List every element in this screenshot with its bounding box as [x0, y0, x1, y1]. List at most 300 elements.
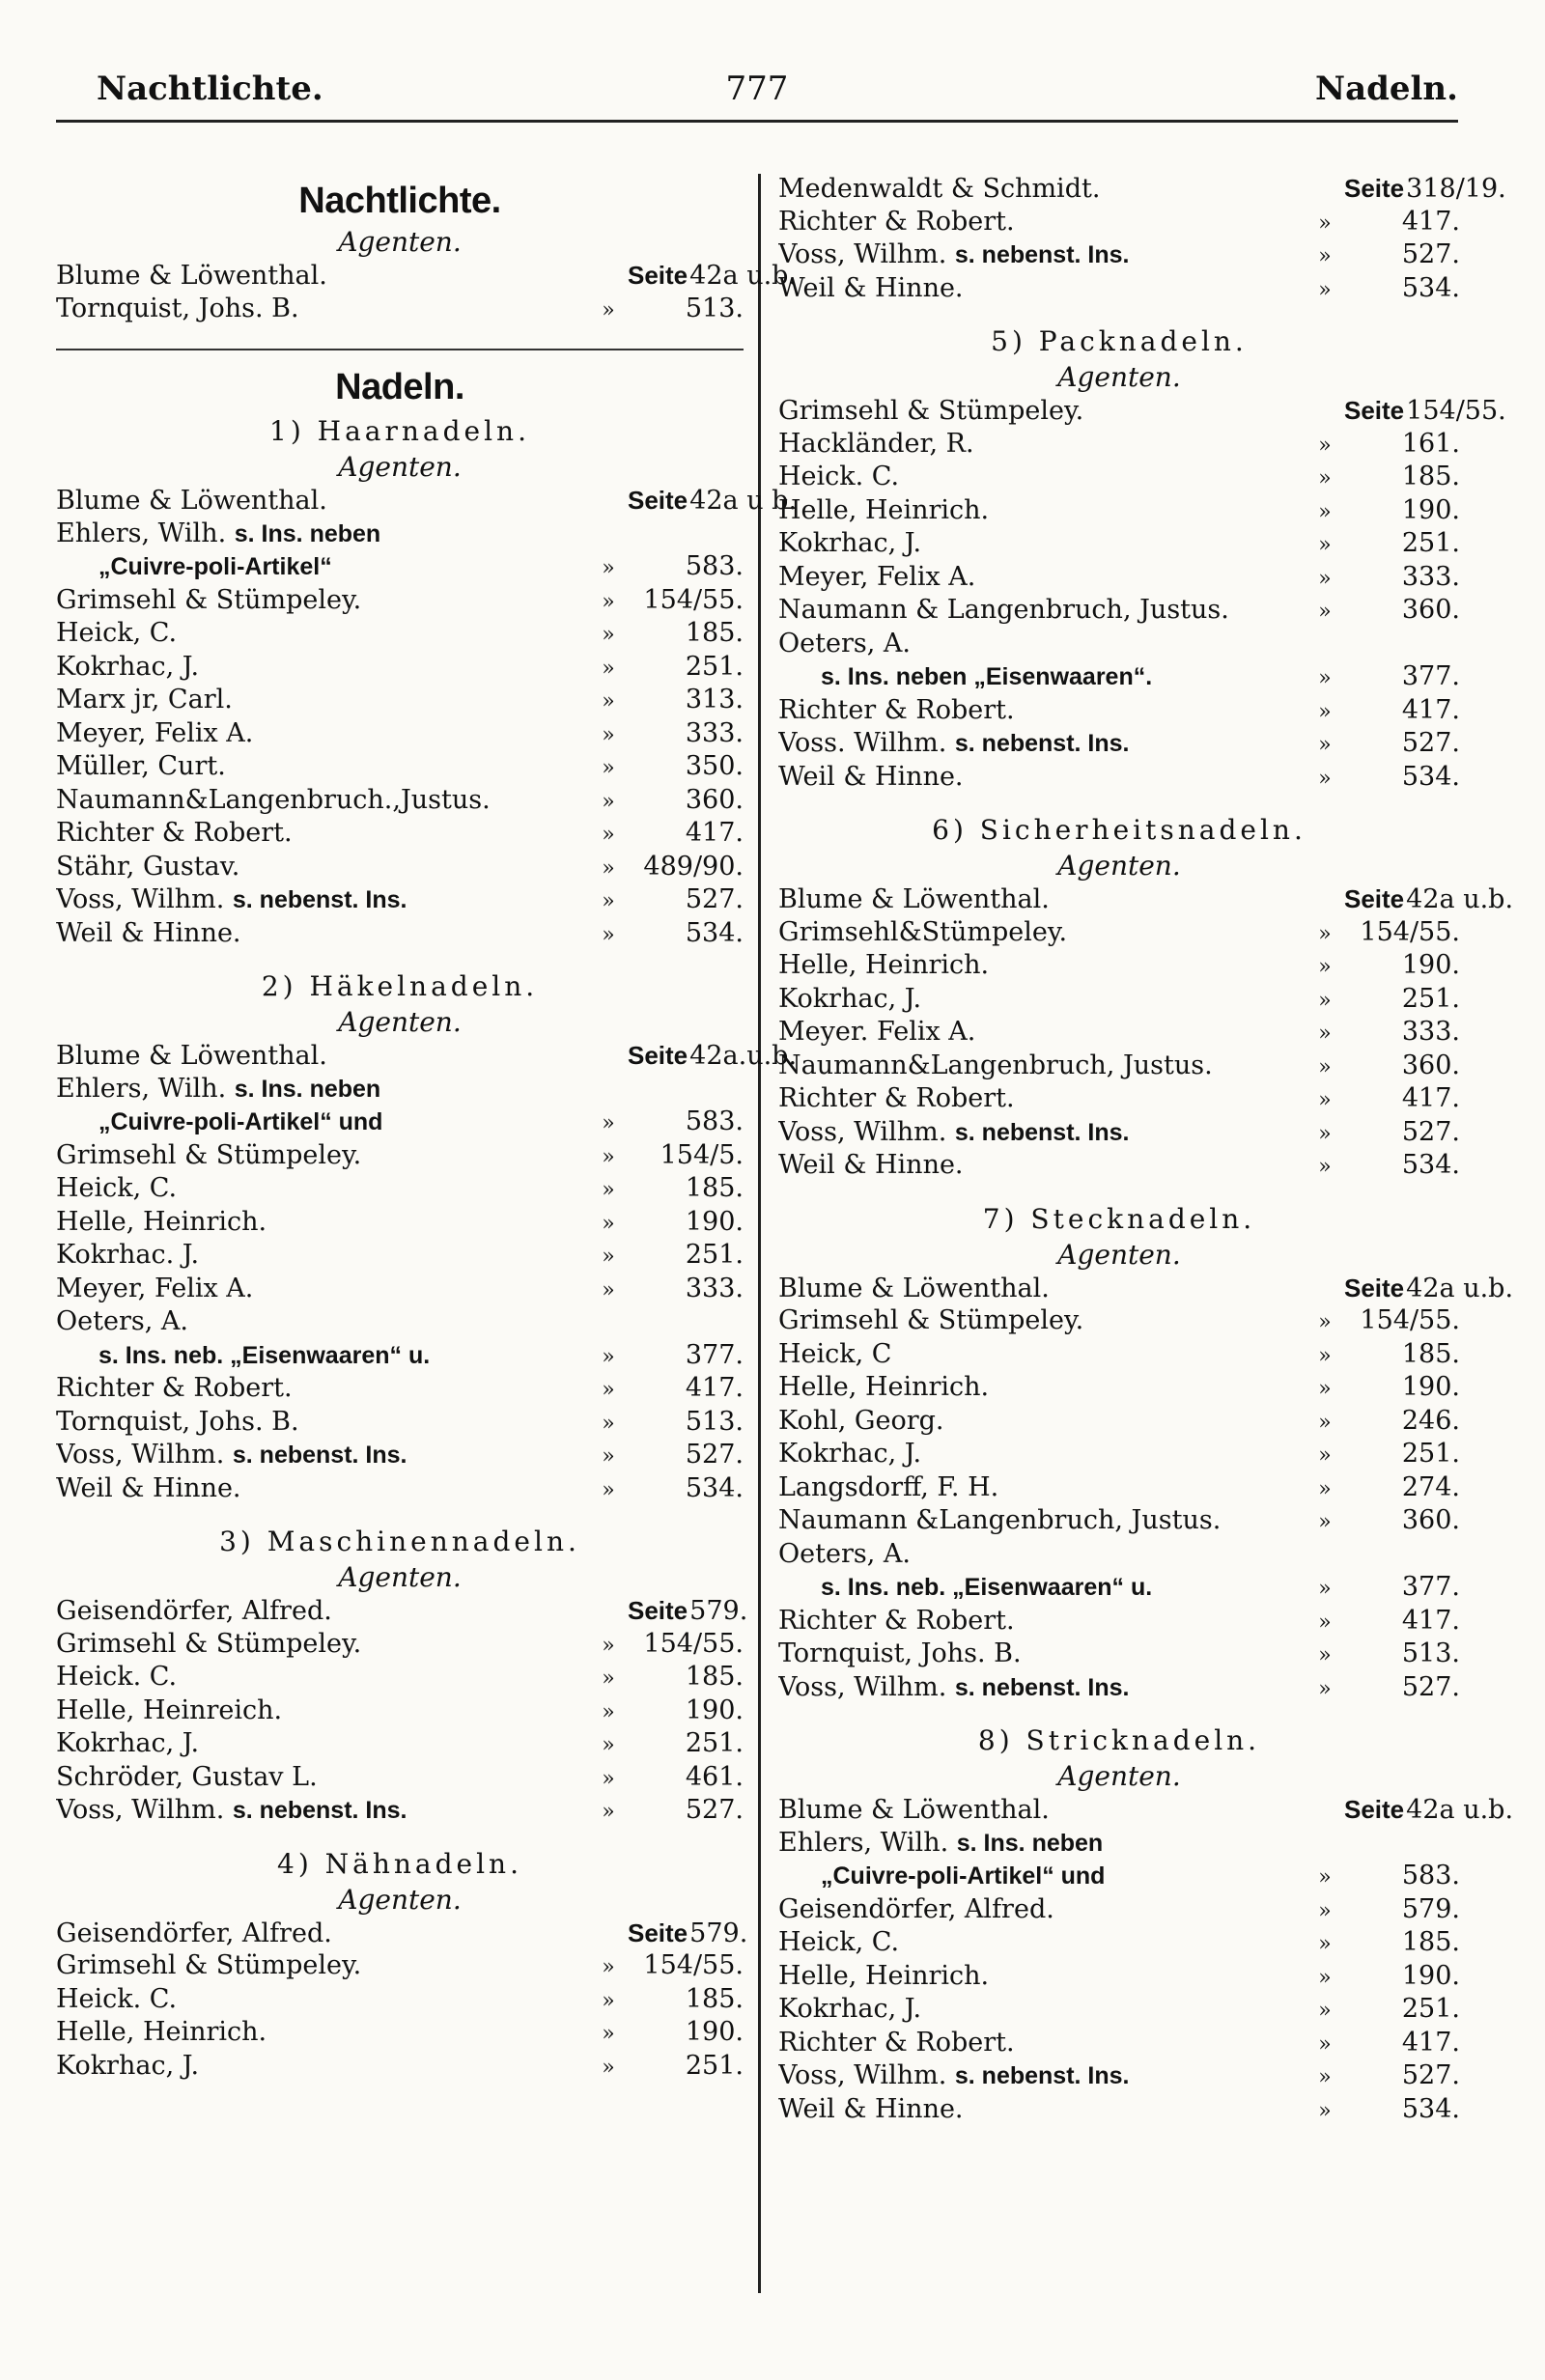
- company-name: Tornquist, Johs. B.: [56, 1406, 299, 1437]
- page-reference: [1344, 394, 1506, 428]
- page-reference: [1344, 2059, 1460, 2092]
- page-reference: [1344, 2093, 1460, 2126]
- page-number-ref: 417.: [1401, 2027, 1460, 2058]
- page-number-ref: 190.: [685, 1206, 744, 1237]
- ditto-mark: »: [1318, 1377, 1332, 1401]
- seite-label: Seite: [1344, 396, 1405, 425]
- page-number-ref: 251.: [685, 2050, 744, 2081]
- ditto-mark: »: [602, 297, 615, 322]
- insert-reference: „Cuivre-poli-Artikel“: [98, 553, 332, 580]
- page-number-ref: 190.: [1401, 1372, 1460, 1402]
- directory-entry: [778, 1338, 1460, 1372]
- entry-name: [56, 1761, 589, 1794]
- entry-name: [56, 851, 589, 883]
- entry-name: [778, 1405, 1306, 1438]
- page-number-ref: 185.: [1401, 1927, 1460, 1957]
- page-number-ref: 527.: [1401, 728, 1460, 758]
- ditto-mark: »: [1318, 1054, 1332, 1079]
- entry-name: [56, 1727, 589, 1760]
- page-reference: [628, 1039, 798, 1073]
- page-number-ref: 251.: [685, 1728, 744, 1758]
- ditto-mark: »: [1318, 988, 1332, 1013]
- directory-entry: [778, 727, 1460, 761]
- page-reference: [628, 484, 798, 518]
- directory-entry: [56, 1139, 744, 1173]
- company-name: Medenwaldt & Schmidt.: [778, 174, 1101, 204]
- page-number-ref: 360.: [685, 784, 744, 815]
- page-reference: [1344, 1371, 1460, 1404]
- entry-name: [778, 1538, 1306, 1571]
- entry-name: [778, 983, 1306, 1016]
- entry-name: [56, 1661, 589, 1694]
- page-number-ref: 360.: [1401, 1505, 1460, 1535]
- ditto-mark: »: [1318, 2065, 1332, 2089]
- page-reference: [1344, 2027, 1460, 2059]
- page-reference: [628, 1917, 748, 1950]
- directory-entry: [56, 1305, 744, 1339]
- entry-name: [778, 1605, 1306, 1638]
- ditto-mark: »: [602, 1411, 615, 1436]
- page-number-ref: 527.: [1401, 2060, 1460, 2090]
- page-reference: [1344, 761, 1460, 794]
- page-number-ref: 161.: [1401, 428, 1460, 459]
- directory-entry: [778, 1304, 1460, 1338]
- company-name: Voss, Wilhm.: [778, 239, 947, 269]
- subsection-heading: 1) Haarnadeln.: [269, 415, 530, 447]
- page-reference: [1344, 1149, 1460, 1182]
- ditto-mark: »: [1318, 1898, 1332, 1923]
- company-name: Naumann&Langenbruch, Justus.: [778, 1050, 1213, 1080]
- agents-label: Agenten.: [1057, 1238, 1181, 1271]
- entry-name: [56, 784, 589, 817]
- entry-name: [778, 1571, 1306, 1604]
- page-reference: [628, 651, 744, 684]
- entry-name: [56, 1628, 589, 1661]
- company-name: Blume & Löwenthal.: [778, 884, 1050, 914]
- directory-entry: [56, 1472, 744, 1506]
- page-number-ref: 583.: [685, 1106, 744, 1136]
- company-name: Meyer, Felix A.: [56, 1273, 254, 1303]
- entry-name: [56, 1206, 589, 1239]
- page-reference: [1344, 916, 1460, 949]
- entry-name: [778, 594, 1306, 627]
- entry-name: [778, 1926, 1306, 1959]
- entry-name: [56, 917, 589, 950]
- entry-name: [56, 1339, 589, 1372]
- ditto-mark: »: [1318, 666, 1332, 690]
- page-number-ref: 534.: [1401, 2093, 1460, 2124]
- section-separator: [56, 349, 744, 350]
- company-name: Voss, Wilhm.: [56, 1440, 225, 1470]
- page-reference: [628, 1206, 744, 1239]
- entry-name: [778, 1338, 1306, 1371]
- agents-label: Agenten.: [338, 451, 462, 483]
- ditto-mark: »: [1318, 1865, 1332, 1890]
- directory-entry: [778, 1116, 1460, 1150]
- page-number-ref: 154/55.: [1360, 916, 1460, 947]
- page-number-ref: 579.: [689, 1918, 748, 1948]
- page-reference: [1344, 983, 1460, 1016]
- page-number-ref: 534.: [1401, 1150, 1460, 1180]
- ditto-mark: »: [602, 1477, 615, 1502]
- entry-name: [778, 2059, 1306, 2092]
- page-reference: [1344, 238, 1460, 271]
- page-number-ref: 154/55.: [1406, 396, 1506, 426]
- page-reference: [1344, 206, 1460, 238]
- directory-entry: [56, 2050, 744, 2084]
- page-reference: [1344, 1860, 1460, 1892]
- subsection-heading: 6) Sicherheitsnadeln.: [932, 814, 1306, 846]
- ditto-mark: »: [602, 922, 615, 947]
- page-reference: [1344, 1960, 1460, 1993]
- directory-entry: [778, 983, 1460, 1017]
- company-name: Weil & Hinne.: [56, 917, 241, 948]
- directory-entry: [778, 1438, 1460, 1471]
- entry-name: [778, 949, 1306, 982]
- ditto-mark: »: [602, 1633, 615, 1658]
- page-reference: [628, 584, 744, 617]
- ditto-mark: »: [602, 1211, 615, 1236]
- page-number-ref: 318/19.: [1406, 174, 1506, 204]
- ditto-mark: »: [602, 556, 615, 580]
- company-name: Richter & Robert.: [778, 1605, 1015, 1636]
- ditto-mark: »: [1318, 1310, 1332, 1334]
- company-name: Oeters, A.: [778, 628, 911, 658]
- entry-name: [778, 1504, 1306, 1537]
- page-number-ref: 42a u.b.: [1406, 884, 1514, 914]
- directory-entry: [778, 561, 1460, 595]
- directory-entry: [778, 461, 1460, 494]
- page-reference: [1344, 1504, 1460, 1537]
- page-number-ref: 377.: [1401, 1572, 1460, 1602]
- ditto-mark: »: [1318, 1643, 1332, 1667]
- ditto-mark: »: [602, 656, 615, 681]
- company-name: Grimsehl & Stümpeley.: [778, 1305, 1084, 1335]
- page-reference: [628, 1661, 744, 1694]
- company-name: Oeters, A.: [778, 1538, 911, 1569]
- ditto-mark: »: [1318, 1965, 1332, 1990]
- page-reference: [1344, 1304, 1460, 1337]
- company-name: Blume & Löwenthal.: [778, 1795, 1050, 1825]
- seite-label: Seite: [1344, 1273, 1405, 1302]
- directory-entry: [56, 584, 744, 618]
- entry-name: [778, 173, 1306, 206]
- seite-label: Seite: [1344, 884, 1405, 913]
- directory-entry: [778, 1016, 1460, 1050]
- page-number: 777: [725, 70, 789, 108]
- directory-entry: [56, 1628, 744, 1662]
- company-name: Meyer, Felix A.: [778, 561, 976, 592]
- page-reference: [628, 1339, 744, 1372]
- page-reference: [628, 1761, 744, 1794]
- directory-entry: [778, 916, 1460, 950]
- company-name: Kokrhac, J.: [778, 1439, 922, 1469]
- left-column: [56, 172, 798, 2083]
- company-name: Marx jr, Carl.: [56, 685, 233, 714]
- entry-name: [56, 684, 589, 716]
- entry-name: [56, 1239, 589, 1272]
- company-name: Grimsehl & Stümpeley.: [56, 1628, 362, 1659]
- directory-entry: [56, 1339, 744, 1373]
- page-reference: [1344, 1605, 1460, 1638]
- ditto-mark: »: [1318, 1476, 1332, 1501]
- ditto-mark: »: [1318, 466, 1332, 490]
- entry-name: [778, 916, 1306, 949]
- directory-entry: [56, 883, 744, 917]
- company-name: Helle, Heinrich.: [56, 1206, 267, 1237]
- ditto-mark: »: [602, 2055, 615, 2080]
- ditto-mark: »: [602, 823, 615, 847]
- page-number-ref: 377.: [685, 1339, 744, 1370]
- page-number-ref: 185.: [685, 618, 744, 648]
- page-reference: [628, 917, 744, 950]
- ditto-mark: »: [602, 1988, 615, 2013]
- agents-label: Agenten.: [1057, 1760, 1181, 1792]
- directory-entry: [778, 272, 1460, 306]
- company-name: Ehlers, Wilh.: [56, 1073, 227, 1104]
- directory-entry: [56, 1406, 744, 1440]
- directory-entry: [56, 617, 744, 651]
- company-name: Blume & Löwenthal.: [56, 261, 327, 291]
- entry-name: [56, 1794, 589, 1827]
- page-number-ref: 527.: [685, 1795, 744, 1825]
- ditto-mark: »: [602, 1111, 615, 1135]
- company-name: Richter & Robert.: [56, 818, 293, 848]
- subsection-heading: 2) Häkelnadeln.: [261, 970, 539, 1002]
- entry-name: [56, 485, 589, 518]
- company-name: Voss, Wilhm.: [56, 1795, 225, 1825]
- page-number-ref: 513.: [1401, 1638, 1460, 1668]
- directory-entry: [56, 684, 744, 717]
- entry-name: [778, 694, 1306, 727]
- directory-entry: [778, 761, 1460, 795]
- directory-entry: [56, 851, 744, 884]
- ditto-mark: »: [602, 1800, 615, 1824]
- company-name: Grimsehl & Stümpeley.: [778, 396, 1084, 426]
- company-name: Naumann &Langenbruch, Justus.: [778, 1505, 1222, 1535]
- company-name: Weil & Hinne.: [778, 1150, 964, 1180]
- directory-entry: [56, 717, 744, 751]
- company-name: Richter & Robert.: [778, 694, 1015, 725]
- agents-label: Agenten.: [1057, 361, 1181, 393]
- directory-entry: [778, 1571, 1460, 1605]
- insert-reference: s. Ins. neben: [956, 1829, 1104, 1857]
- page-number-ref: 489/90.: [643, 851, 744, 882]
- page-reference: [628, 750, 744, 783]
- running-head-right: Nadeln.: [1315, 70, 1458, 108]
- directory-entry: [56, 518, 744, 551]
- ditto-mark: »: [1318, 1022, 1332, 1046]
- page-number-ref: 377.: [1401, 661, 1460, 691]
- directory-entry: [56, 917, 744, 951]
- entry-name: [778, 1273, 1306, 1305]
- page-reference: [628, 1983, 744, 2016]
- insert-reference: s. nebenst. Ins.: [954, 241, 1130, 268]
- entry-name: [56, 2050, 589, 2083]
- page-number-ref: 417.: [685, 818, 744, 848]
- entry-name: [778, 1304, 1306, 1337]
- entry-name: [778, 761, 1306, 794]
- page-number-ref: 350.: [685, 751, 744, 781]
- ditto-mark: »: [602, 789, 615, 814]
- subsection-heading: 4) Nähnadeln.: [277, 1847, 522, 1880]
- directory-entry: [56, 1372, 744, 1406]
- directory-entry: [778, 172, 1506, 206]
- page-reference: [1344, 428, 1460, 461]
- page-number-ref: 534.: [1401, 761, 1460, 792]
- directory-entry: [56, 1761, 744, 1795]
- company-name: Helle, Heinrich.: [778, 1960, 990, 1991]
- directory-entry: [56, 1594, 748, 1628]
- directory-entry: [778, 1471, 1460, 1505]
- ditto-mark: »: [602, 1344, 615, 1369]
- entry-name: [778, 1050, 1306, 1082]
- ditto-mark: »: [1318, 1410, 1332, 1435]
- ditto-mark: »: [1318, 766, 1332, 791]
- entry-name: [56, 883, 589, 916]
- insert-reference: s. nebenst. Ins.: [232, 1442, 407, 1469]
- page-reference: [628, 1106, 744, 1138]
- ditto-mark: »: [1318, 1121, 1332, 1146]
- page-number-ref: 154/55.: [1360, 1305, 1460, 1335]
- ditto-mark: »: [1318, 1510, 1332, 1534]
- subsection-heading: 3) Maschinennadeln.: [219, 1526, 580, 1557]
- page-number-ref: 313.: [685, 685, 744, 714]
- insert-reference: s. nebenst. Ins.: [954, 1673, 1130, 1701]
- ditto-mark: »: [1318, 1088, 1332, 1112]
- ditto-mark: »: [602, 2022, 615, 2046]
- ditto-mark: »: [602, 589, 615, 614]
- page-number-ref: 42a u.b.: [1406, 1795, 1514, 1825]
- page-header: [56, 70, 1458, 123]
- entry-name: [778, 727, 1306, 760]
- page-number-ref: 154/55.: [643, 584, 744, 615]
- directory-entry: [56, 651, 744, 685]
- entry-name: [56, 2016, 589, 2049]
- page-reference: [1344, 272, 1460, 305]
- company-name: Richter & Robert.: [778, 1083, 1015, 1113]
- company-name: Grimsehl & Stümpeley.: [56, 584, 362, 615]
- page-number-ref: 42a.u.b.: [689, 1041, 798, 1071]
- page-number-ref: 42a u.b.: [1406, 1273, 1514, 1303]
- section-title: Nachtlichte.: [298, 181, 501, 221]
- page-number-ref: 417.: [1401, 694, 1460, 725]
- page-reference: [1344, 949, 1460, 982]
- page-number-ref: 417.: [1401, 206, 1460, 237]
- page-reference: [628, 1472, 744, 1505]
- entry-name: [778, 494, 1306, 527]
- agents-label: Agenten.: [338, 1883, 462, 1916]
- page-number-ref: 579.: [1401, 1893, 1460, 1924]
- directory-entry: [56, 750, 744, 784]
- directory-entry: [778, 1504, 1460, 1538]
- page-reference: [1344, 1993, 1460, 2026]
- entry-name: [56, 1983, 589, 2016]
- ditto-mark: »: [1318, 2098, 1332, 2123]
- page-reference: [1344, 1893, 1460, 1926]
- company-name: Voss, Wilhm.: [56, 884, 225, 914]
- entry-name: [778, 1638, 1306, 1670]
- company-name: Weil & Hinne.: [778, 2093, 964, 2124]
- directory-entry: [778, 1538, 1460, 1572]
- ditto-mark: »: [1318, 1155, 1332, 1179]
- ditto-mark: »: [1318, 277, 1332, 302]
- entry-name: [56, 617, 589, 650]
- company-name: Hackländer, R.: [778, 428, 974, 459]
- entry-name: [778, 272, 1306, 305]
- entry-name: [778, 2093, 1306, 2126]
- page-number-ref: 185.: [685, 1662, 744, 1692]
- entry-name: [778, 628, 1306, 660]
- ditto-mark: »: [1318, 733, 1332, 757]
- company-name: Kokrhac. J.: [56, 1240, 200, 1270]
- ditto-mark: »: [602, 1955, 615, 1979]
- ditto-mark: »: [602, 1766, 615, 1791]
- company-name: Naumann & Langenbruch, Justus.: [778, 595, 1229, 625]
- directory-entry: [778, 2027, 1460, 2060]
- page-number-ref: 185.: [685, 1173, 744, 1203]
- page-reference: [628, 1439, 744, 1471]
- directory-entry: [778, 527, 1460, 561]
- page-reference: [1344, 1050, 1460, 1082]
- ditto-mark: »: [602, 889, 615, 913]
- insert-reference: s. Ins. neb. „Eisenwaaren“ u.: [821, 1574, 1153, 1601]
- page-reference: [628, 1172, 744, 1205]
- directory-entry: [56, 1206, 744, 1240]
- directory-entry: [778, 1082, 1460, 1116]
- page-number-ref: 534.: [685, 1472, 744, 1503]
- page-reference: [1344, 1471, 1460, 1504]
- ditto-mark: »: [1318, 1443, 1332, 1468]
- page-number-ref: 527.: [685, 884, 744, 914]
- company-name: Blume & Löwenthal.: [56, 486, 327, 516]
- company-name: Heick. C.: [56, 1662, 178, 1692]
- company-name: Kokrhac, J.: [56, 1728, 200, 1758]
- page-reference: [1344, 660, 1460, 693]
- page-number-ref: 333.: [1401, 1017, 1460, 1047]
- ditto-mark: »: [1318, 955, 1332, 979]
- company-name: Weil & Hinne.: [778, 761, 964, 792]
- entry-name: [778, 206, 1306, 238]
- seite-label: Seite: [1344, 174, 1405, 203]
- seite-label: Seite: [628, 1041, 688, 1070]
- page-number-ref: 42a u.b.: [689, 261, 798, 291]
- directory-entry: [778, 1893, 1460, 1927]
- entry-name: [56, 1040, 589, 1073]
- subsection-heading: 8) Stricknadeln.: [977, 1724, 1261, 1756]
- directory-entry: [56, 1694, 744, 1728]
- page-reference: [1344, 1405, 1460, 1438]
- directory-entry: [56, 484, 798, 518]
- company-name: Oeters, A.: [56, 1306, 188, 1336]
- running-head-left: Nachtlichte.: [97, 70, 323, 108]
- page-number-ref: 185.: [685, 1983, 744, 2014]
- seite-label: Seite: [628, 1918, 688, 1947]
- directory-entry: [56, 1273, 744, 1306]
- entry-name: [56, 1273, 589, 1305]
- entry-name: [778, 238, 1306, 271]
- page-number-ref: 251.: [1401, 1439, 1460, 1469]
- company-name: Helle, Heinreich.: [56, 1694, 283, 1725]
- entry-name: [56, 1372, 589, 1405]
- insert-reference: s. Ins. neben: [234, 1075, 381, 1103]
- directory-entry: [778, 1827, 1460, 1861]
- directory-entry: [778, 494, 1460, 528]
- company-name: Kokrhac, J.: [778, 983, 922, 1014]
- entry-name: [56, 1949, 589, 1982]
- page-reference: [1344, 494, 1460, 527]
- ditto-mark: »: [602, 1277, 615, 1302]
